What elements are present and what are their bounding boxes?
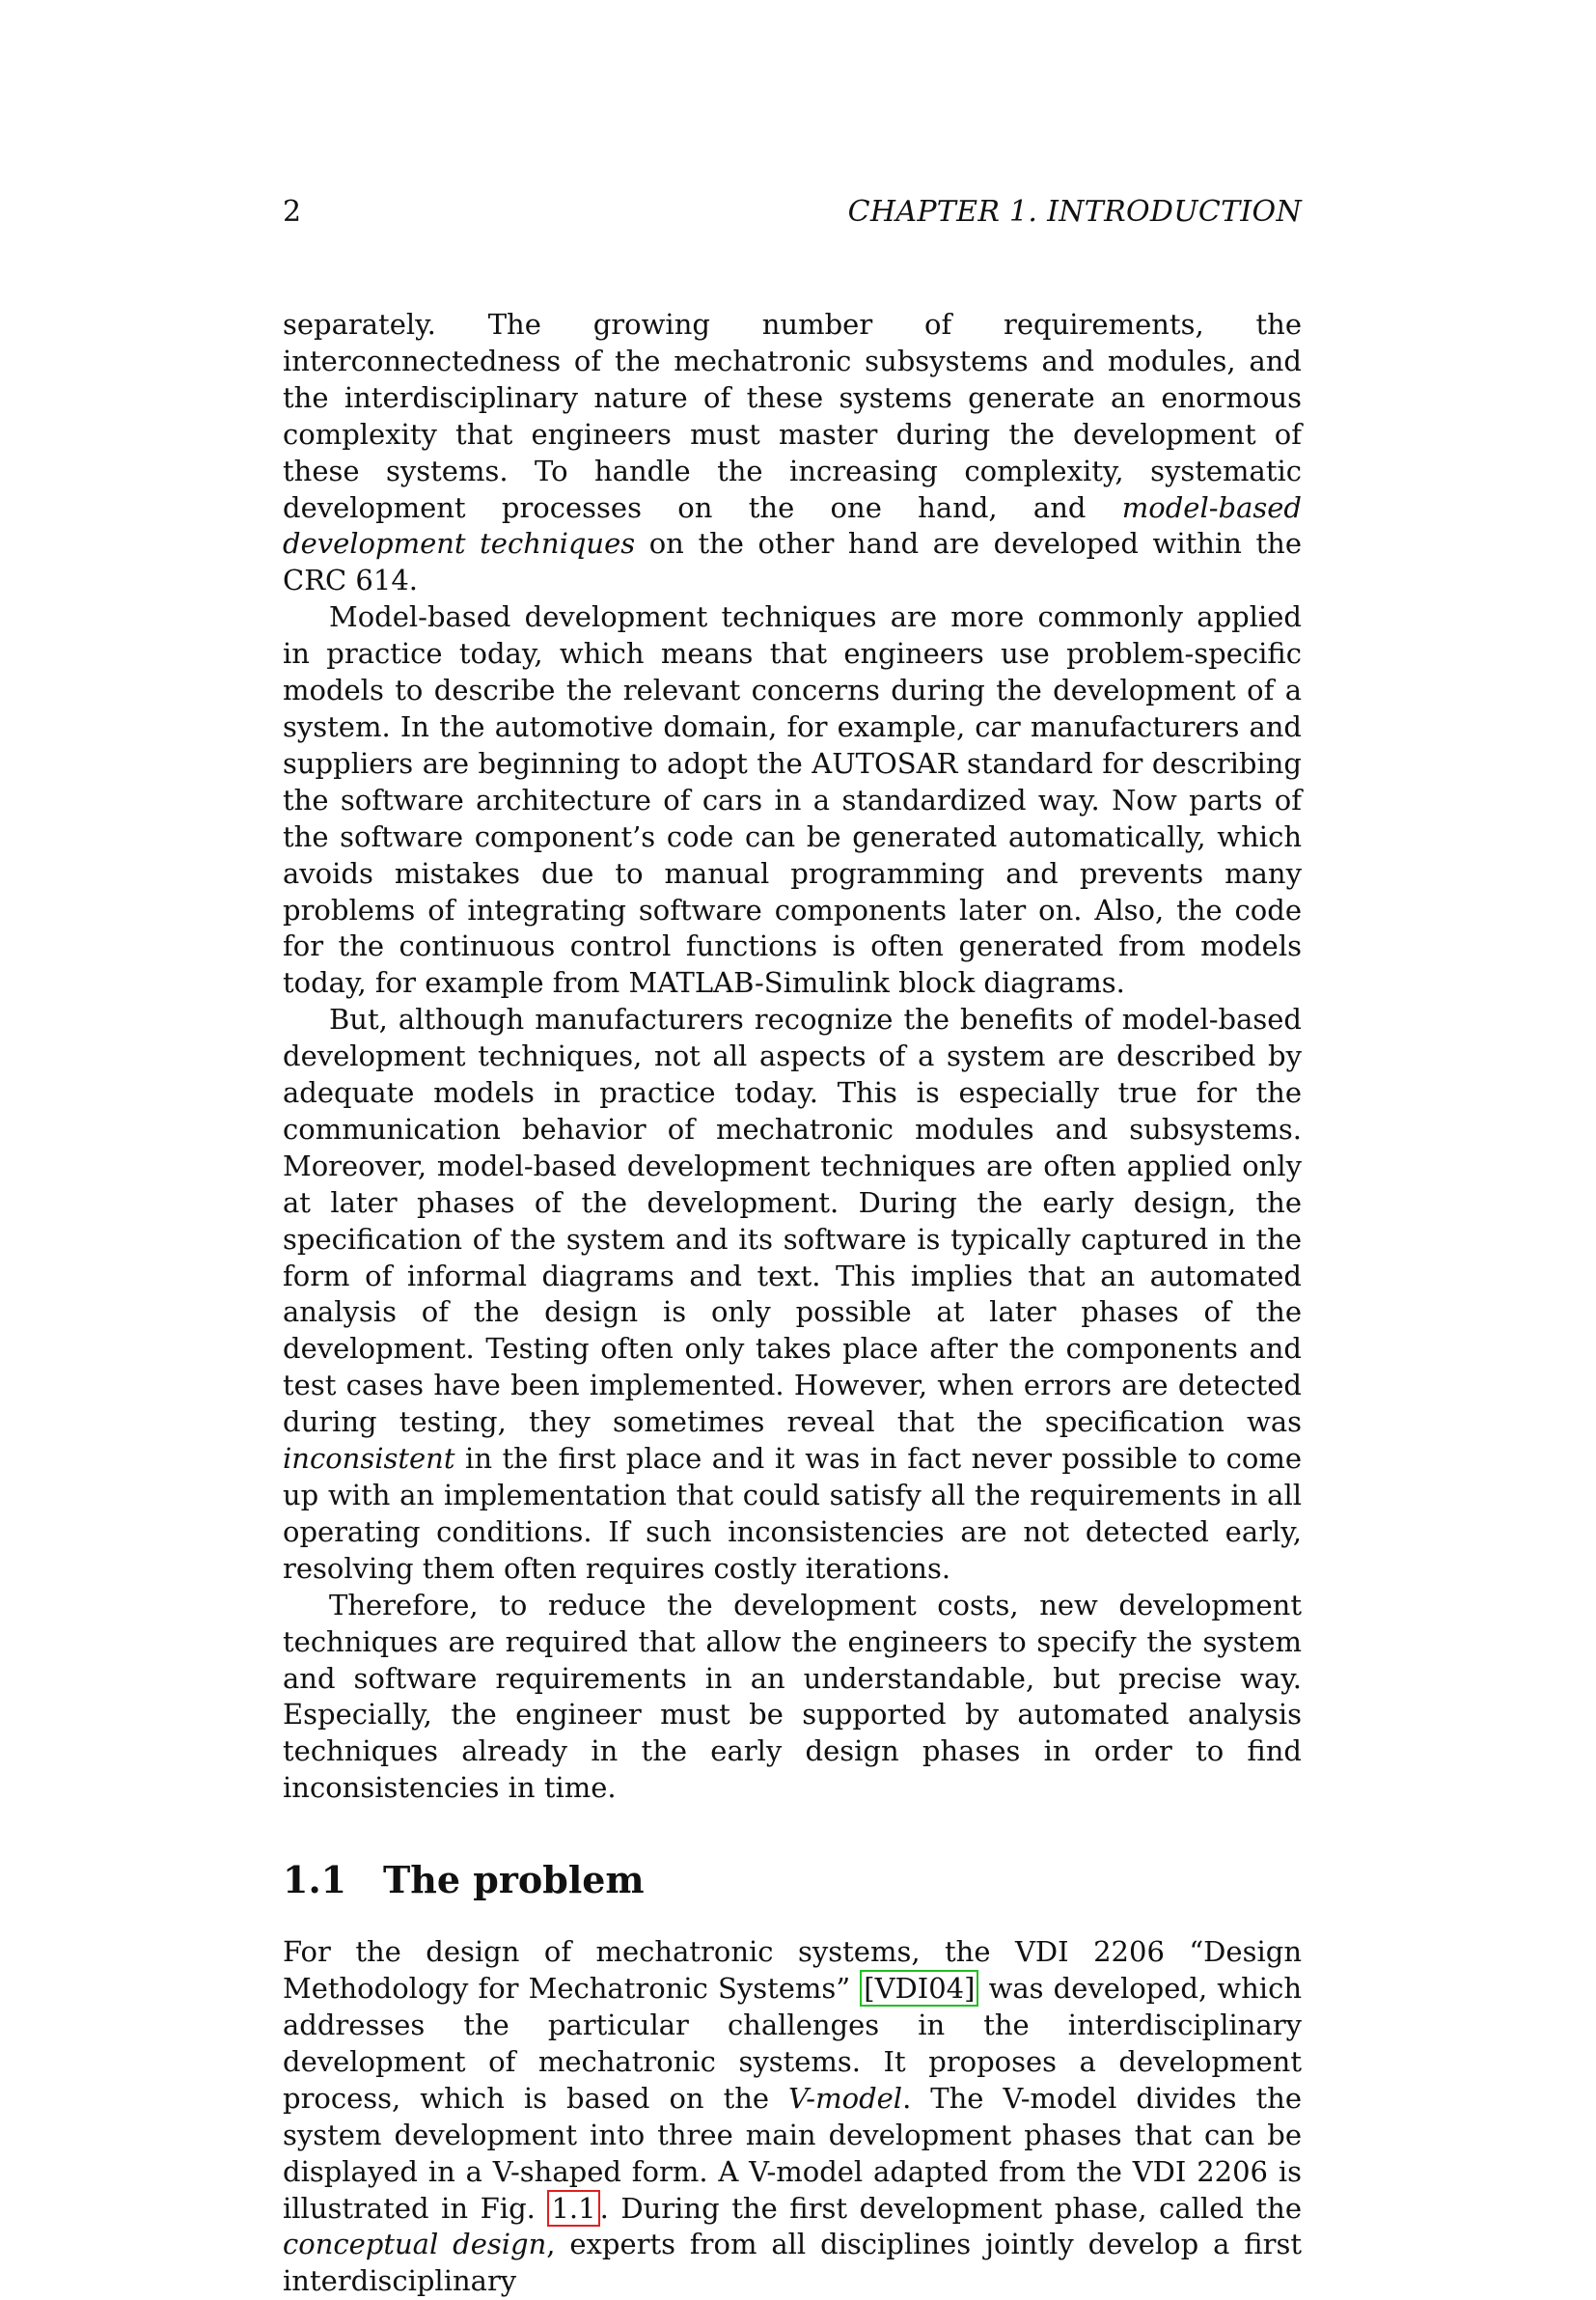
paragraph-5: [283, 1934, 1302, 2300]
chapter-title: CHAPTER 1. INTRODUCTION: [847, 195, 1302, 229]
paragraph-1-text-b: on the other hand are developed within the CRC 614.: [283, 527, 1302, 597]
citation-link-vdi04[interactable]: [VDI04]: [860, 1970, 978, 2007]
page-number: 2: [283, 195, 302, 229]
section-heading: [283, 1857, 1302, 1903]
paragraph-1: [283, 307, 1302, 599]
paragraph-5-text-d: . During the first development phase, called the: [599, 2191, 1303, 2225]
paragraph-3: [283, 1002, 1302, 1588]
paragraph-5-text-c: . The V-model divides the system development into three main development phases that can be displayed in a V-shaped form. A V-model adapted from the VDI 2206 is illustrated in Fig.: [283, 2081, 1302, 2225]
paragraph-4: Therefore, to reduce the development costs, new development techniques are required that allow the engineers to specify the system and software requirements in an understandable, but precise way. Especially, the engineer must be supported by automated analysis techniques already in the early design phases in order to find inconsistencies in time.: [283, 1588, 1302, 1805]
paragraph-5-text-b: was developed, which addresses the particular challenges in the interdisciplinary development of mechatronic systems. It proposes a development process, which is based on the: [283, 1972, 1303, 2115]
body-text: [283, 307, 1302, 2300]
section-number: 1.1: [283, 1858, 347, 1902]
paragraph-3-emphasis: inconsistent: [283, 1442, 455, 1476]
paragraph-2: Model-based development techniques are more commonly applied in practice today, which means that engineers use problem-specific models to describe the relevant concerns during the development of a system. In the automotive domain, for example, car manufacturers and suppliers are beginning to adopt the AUTOSAR standard for describing the software architecture of cars in a standardized way. Now parts of the software component’s code can be generated automatically, which avoids mistakes due to manual programming and prevents many problems of integrating software components later on. Also, the code for the continuous control functions is often generated from models today, for example from MATLAB-Simulink block diagrams.: [283, 600, 1302, 1000]
section-title: The problem: [383, 1858, 645, 1902]
paragraph-5-emphasis-conceptual-design: conceptual design: [283, 2228, 547, 2261]
paragraph-5-text-a: For the design of mechatronic systems, the VDI 2206 “Design Methodology for Mechatronic Systems”: [283, 1935, 1302, 2006]
paragraph-1-emphasis: model-based development techniques: [283, 490, 1302, 561]
paragraph-5-text-e: , experts from all disciplines jointly develop a first interdisciplinary: [283, 2228, 1303, 2298]
paragraph-1-text-a: separately. The growing number of requirements, the interconnectedness of the mechatronic subsystems and modules, and the interdisciplinary nature of these systems generate an enormous complexity that engineers must master during the development of these systems. To handle the increasing complexity, systematic development processes on the one hand, and: [283, 308, 1302, 524]
paragraph-5-emphasis-v-model: V-model: [788, 2081, 903, 2115]
paragraph-3-text-b: in the first place and it was in fact never possible to come up with an implementation that could satisfy all the requirements in all operating conditions. If such inconsistencies are not detected early, resolving them often requires costly iterations.: [283, 1442, 1302, 1585]
running-header: [283, 191, 1302, 234]
figure-reference-link[interactable]: 1.1: [547, 2190, 599, 2227]
paragraph-3-text-a: But, although manufacturers recognize the benefits of model-based development techniques, not all aspects of a system are described by adequate models in practice today. This is especially true for the communication behavior of mechatronic modules and subsystems. Moreover, model-based development techniques are often applied only at later phases of the development. During the early design, the specification of the system and its software is typically captured in the form of informal diagrams and text. This implies that an automated analysis of the design is only possible at later phases of the development. Testing often only takes place after the components and test cases have been implemented. However, when errors are detected during testing, they sometimes reveal that the specification was: [283, 1003, 1302, 1439]
